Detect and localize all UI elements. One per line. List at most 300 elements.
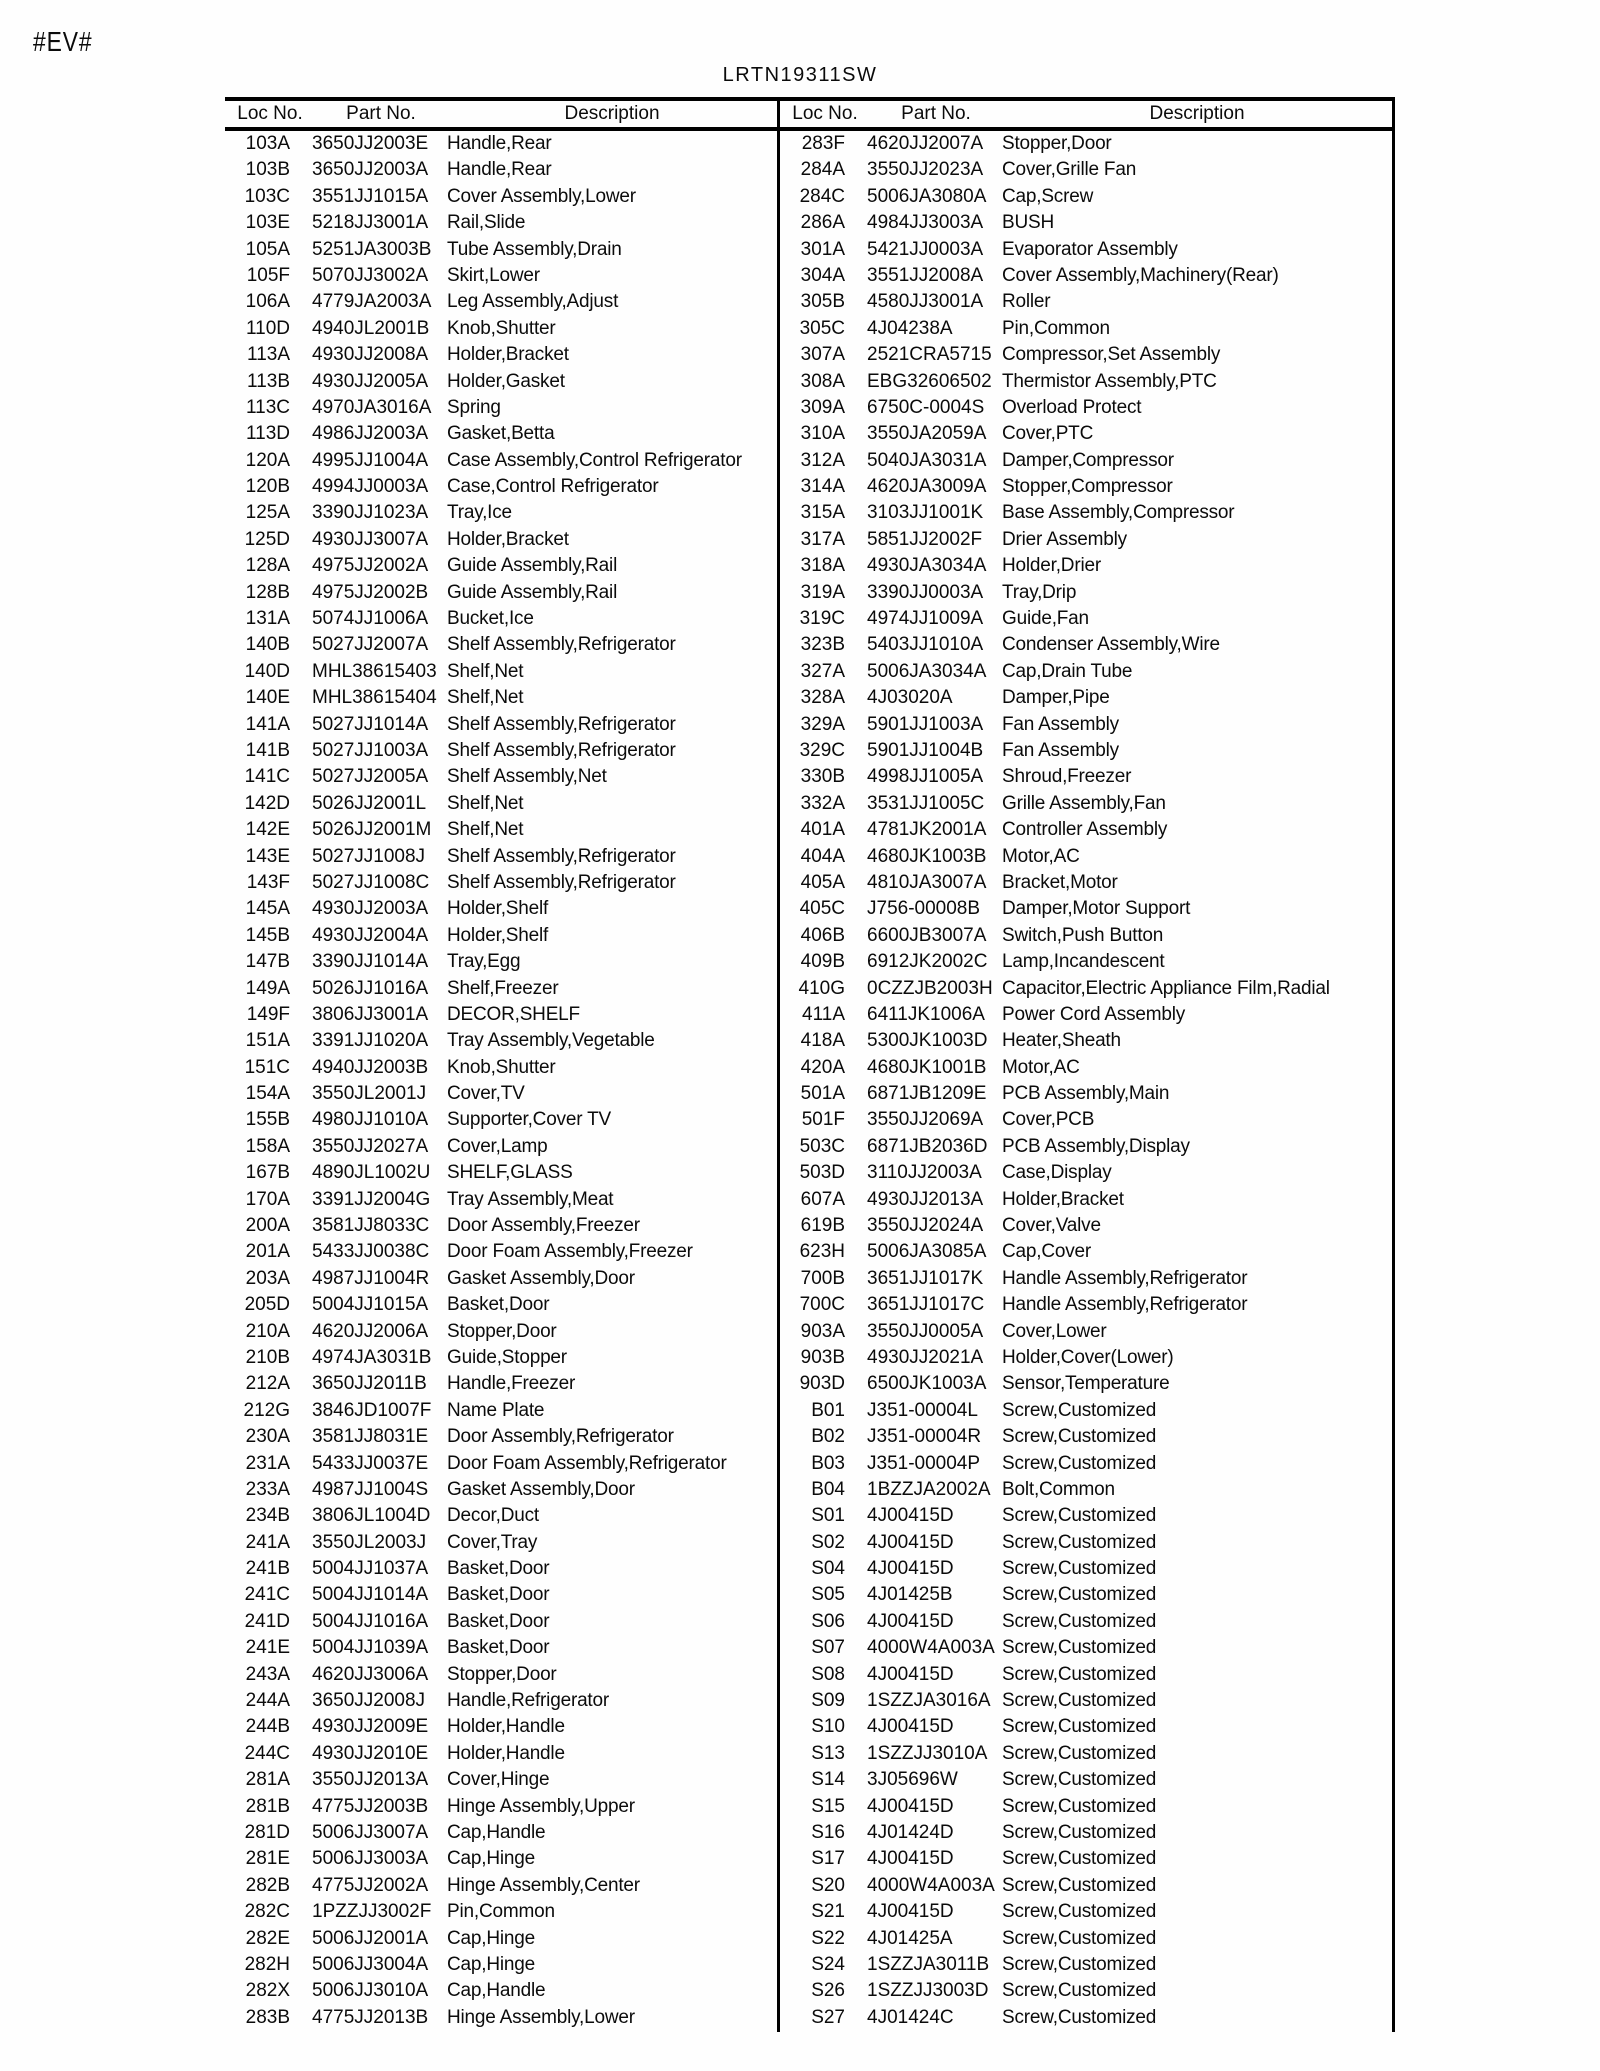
cell-loc-no: S07 [811, 1637, 845, 1659]
table-row [780, 1107, 1392, 1133]
cell-description: Guide,Fan [1002, 608, 1089, 630]
cell-description: Screw,Customized [1002, 1452, 1157, 1474]
cell-description: Shelf Assembly,Refrigerator [447, 634, 676, 656]
table-row [225, 923, 777, 949]
table-row [225, 1371, 777, 1397]
cell-loc-no: 281D [244, 1822, 290, 1843]
cell-description: PCB Assembly,Main [1002, 1083, 1170, 1105]
table-row [225, 1266, 777, 1292]
column-header-part-no: Part No. [346, 103, 416, 124]
cell-description: Cover,Grille Fan [1002, 159, 1137, 181]
cell-description: Cover,PTC [1002, 423, 1094, 445]
cell-description: Damper,Motor Support [1002, 898, 1191, 920]
cell-description: Handle,Rear [447, 159, 552, 181]
cell-part-no: 4930JJ3007A [312, 528, 429, 550]
cell-loc-no: 149F [246, 1003, 290, 1025]
cell-part-no: 5040JA3031A [867, 449, 987, 471]
cell-part-no: 4620JJ2006A [312, 1320, 429, 1342]
cell-part-no: 3110JJ2003A [867, 1162, 982, 1184]
cell-description: BUSH [1002, 212, 1054, 234]
table-header-row [225, 101, 1395, 127]
cell-loc-no: 145B [245, 924, 290, 946]
cell-loc-no: 329C [799, 739, 845, 761]
cell-description: Screw,Customized [1002, 1690, 1157, 1712]
table-row [780, 157, 1392, 183]
table-row [780, 289, 1392, 315]
table-row [780, 500, 1392, 526]
table-center-divider-line [777, 97, 780, 2032]
table-row [780, 1767, 1392, 1793]
cell-loc-no: 142D [244, 792, 290, 814]
cell-description: Stopper,Compressor [1002, 476, 1173, 498]
table-row [225, 1635, 777, 1661]
cell-part-no: 1PZZJJ3002F [312, 1901, 432, 1923]
table-body [225, 131, 1395, 2031]
cell-description: Guide Assembly,Rail [447, 555, 618, 577]
table-row [780, 1028, 1392, 1054]
cell-loc-no: 158A [245, 1135, 290, 1157]
cell-description: Leg Assembly,Adjust [447, 291, 619, 313]
table-row [225, 1582, 777, 1608]
cell-description: Sensor,Temperature [1002, 1373, 1170, 1395]
cell-description: Tray,Egg [447, 951, 521, 973]
cell-part-no: 3550JJ2069A [867, 1109, 984, 1131]
cell-loc-no: 405C [799, 898, 845, 920]
cell-description: Bucket,Ice [447, 608, 534, 630]
cell-part-no: 2521CRA5715 [867, 344, 992, 366]
cell-part-no: 4980JJ1010A [312, 1109, 429, 1131]
cell-part-no: 3531JJ1005C [867, 792, 985, 814]
cell-part-no: 3581JJ8031E [312, 1426, 429, 1448]
cell-loc-no: B04 [811, 1478, 845, 1500]
table-row [780, 606, 1392, 632]
table-row [780, 632, 1392, 658]
cell-part-no: 5004JJ1039A [312, 1637, 429, 1659]
cell-loc-no: 282B [245, 1874, 290, 1896]
cell-part-no: 3550JJ2027A [312, 1135, 429, 1157]
cell-part-no: 3390JJ1023A [312, 502, 429, 524]
cell-part-no: 5300JK1003D [867, 1030, 988, 1052]
cell-part-no: 4J00415D [867, 1795, 954, 1817]
cell-description: Shelf,Net [447, 687, 524, 709]
cell-part-no: 3550JJ2023A [867, 159, 984, 181]
table-row [225, 659, 777, 685]
table-row [225, 1160, 777, 1186]
cell-description: Rail,Slide [447, 212, 526, 234]
cell-part-no: 4J01425B [867, 1584, 953, 1606]
table-row [780, 1846, 1392, 1872]
cell-loc-no: 106A [245, 291, 290, 313]
table-row [780, 1371, 1392, 1397]
cell-part-no: 3550JA2059A [867, 423, 987, 445]
cell-part-no: 3551JJ2008A [867, 264, 984, 286]
cell-description: Door Foam Assembly,Freezer [447, 1241, 693, 1263]
table-row [780, 1451, 1392, 1477]
cell-loc-no: 903B [800, 1346, 845, 1368]
cell-part-no: 4775JJ2003B [312, 1795, 429, 1817]
cell-loc-no: 309A [800, 396, 845, 418]
table-row [225, 527, 777, 553]
cell-part-no: 4994JJ0003A [312, 476, 429, 498]
cell-description: Cover,Lamp [447, 1135, 548, 1157]
cell-loc-no: 131A [245, 608, 290, 630]
cell-loc-no: 205D [244, 1294, 290, 1316]
table-row [225, 1688, 777, 1714]
cell-part-no: 4J00415D [867, 1558, 954, 1580]
cell-description: Screw,Customized [1002, 1531, 1157, 1553]
cell-loc-no: 318A [800, 555, 845, 577]
cell-description: Door Foam Assembly,Refrigerator [447, 1452, 727, 1474]
cell-description: Motor,AC [1002, 1056, 1080, 1078]
cell-loc-no: 151C [244, 1056, 290, 1078]
column-header-description: Description [564, 103, 660, 124]
cell-part-no: 4620JJ3006A [312, 1663, 429, 1685]
cell-loc-no: 281A [245, 1769, 290, 1791]
cell-description: Cap,Drain Tube [1002, 660, 1133, 682]
cell-loc-no: 143E [245, 845, 290, 867]
cell-loc-no: 411A [802, 1003, 845, 1025]
cell-loc-no: 200A [245, 1215, 290, 1237]
cell-description: Shelf Assembly,Refrigerator [447, 871, 676, 893]
cell-part-no: 0CZZJB2003H [867, 977, 993, 999]
cell-loc-no: 283B [245, 2006, 290, 2028]
cell-part-no: 5006JA3034A [867, 660, 987, 682]
cell-description: Gasket,Betta [447, 423, 555, 445]
cell-loc-no: 210B [245, 1346, 290, 1368]
cell-part-no: 4000W4A003A [867, 1874, 995, 1896]
cell-part-no: 3390JJ0003A [867, 581, 984, 603]
table-row [225, 369, 777, 395]
cell-part-no: 5027JJ1008C [312, 871, 430, 893]
cell-part-no: J756-00008B [867, 898, 981, 920]
cell-description: Holder,Cover(Lower) [1002, 1346, 1174, 1368]
cell-description: Shelf,Freezer [447, 977, 559, 999]
cell-description: Shroud,Freezer [1002, 766, 1132, 788]
cell-description: Pin,Common [1002, 317, 1110, 339]
cell-description: Screw,Customized [1002, 1874, 1157, 1896]
cell-loc-no: 203A [245, 1267, 290, 1289]
cell-part-no: 4J00415D [867, 1531, 954, 1553]
cell-loc-no: 319C [799, 608, 845, 630]
table-row [225, 1741, 777, 1767]
cell-part-no: 1BZZJA2002A [867, 1478, 991, 1500]
cell-description: Grille Assembly,Fan [1002, 792, 1166, 814]
cell-part-no: 4984JJ3003A [867, 212, 984, 234]
cell-part-no: 6500JK1003A [867, 1373, 987, 1395]
cell-part-no: 4930JJ2004A [312, 924, 429, 946]
cell-description: Roller [1002, 291, 1051, 313]
table-row [780, 1134, 1392, 1160]
table-row [225, 131, 777, 157]
table-row [225, 1820, 777, 1846]
cell-part-no: 4000W4A003A [867, 1637, 995, 1659]
cell-loc-no: 405A [800, 871, 845, 893]
table-header-left [225, 103, 777, 125]
table-row [780, 791, 1392, 817]
cell-loc-no: 103B [245, 159, 290, 181]
cell-loc-no: 243A [245, 1663, 290, 1685]
cell-loc-no: 241B [245, 1558, 290, 1580]
cell-part-no: 5421JJ0003A [867, 238, 984, 260]
cell-description: Screw,Customized [1002, 1901, 1157, 1923]
cell-loc-no: 903A [800, 1320, 845, 1342]
cell-loc-no: S13 [811, 1742, 845, 1764]
cell-loc-no: B03 [811, 1452, 845, 1474]
cell-loc-no: 233A [245, 1478, 290, 1500]
cell-description: Screw,Customized [1002, 1927, 1157, 1949]
cell-loc-no: S16 [811, 1822, 845, 1843]
cell-loc-no: 401A [800, 819, 845, 841]
table-row [225, 500, 777, 526]
cell-description: Condenser Assembly,Wire [1002, 634, 1220, 656]
cell-loc-no: 105F [246, 264, 290, 286]
cell-description: Pin,Common [447, 1901, 555, 1923]
table-row [225, 1292, 777, 1318]
cell-loc-no: 210A [245, 1320, 290, 1342]
cell-description: Cap,Hinge [447, 1927, 535, 1949]
cell-part-no: 6871JB2036D [867, 1135, 988, 1157]
parts-table-left-body [225, 131, 777, 2031]
cell-loc-no: 314A [800, 476, 845, 498]
cell-part-no: 3650JJ2008J [312, 1690, 426, 1712]
table-row [225, 1926, 777, 1952]
cell-description: Hinge Assembly,Upper [447, 1795, 635, 1817]
cell-part-no: 5403JJ1010A [867, 634, 984, 656]
cell-loc-no: 327A [800, 660, 845, 682]
cell-description: Gasket Assembly,Door [447, 1267, 635, 1289]
table-row [780, 1926, 1392, 1952]
cell-loc-no: 700C [799, 1294, 845, 1316]
column-header-description: Description [1149, 103, 1245, 124]
cell-description: Screw,Customized [1002, 1399, 1157, 1421]
cell-loc-no: S26 [811, 1980, 845, 2002]
table-row [780, 1398, 1392, 1424]
cell-description: Holder,Bracket [1002, 1188, 1124, 1210]
cell-loc-no: 113C [245, 396, 290, 418]
cell-loc-no: 501A [800, 1083, 845, 1105]
cell-part-no: 5901JJ1004B [867, 739, 984, 761]
table-row [780, 580, 1392, 606]
table-row [780, 448, 1392, 474]
cell-description: Tray Assembly,Meat [447, 1188, 614, 1210]
cell-description: Knob,Shutter [447, 1056, 556, 1078]
cell-part-no: 5026JJ1016A [312, 977, 429, 999]
cell-loc-no: 323B [800, 634, 845, 656]
cell-loc-no: 501F [801, 1109, 845, 1131]
table-row [780, 1213, 1392, 1239]
cell-part-no: 4779JA2003A [312, 291, 432, 313]
cell-part-no: 5027JJ1003A [312, 739, 429, 761]
page-title: LRTN19311SW [722, 64, 878, 86]
cell-loc-no: 304A [800, 264, 845, 286]
cell-description: Shelf,Net [447, 660, 524, 682]
cell-description: Guide Assembly,Rail [447, 581, 618, 603]
cell-part-no: 5026JJ2001M [312, 819, 432, 841]
table-row [225, 764, 777, 790]
table-row [225, 1978, 777, 2004]
cell-part-no: 3550JJ0005A [867, 1320, 984, 1342]
cell-loc-no: 282H [244, 1953, 290, 1975]
cell-description: Supporter,Cover TV [447, 1109, 611, 1131]
table-row [225, 1556, 777, 1582]
table-row [225, 474, 777, 500]
cell-part-no: 4J00415D [867, 1901, 954, 1923]
cell-part-no: 3581JJ8033C [312, 1215, 430, 1237]
cell-description: Screw,Customized [1002, 1742, 1157, 1764]
cell-description: Shelf,Net [447, 819, 524, 841]
table-row [225, 606, 777, 632]
cell-part-no: 4J01425A [867, 1927, 953, 1949]
table-row [780, 1081, 1392, 1107]
cell-description: Decor,Duct [447, 1505, 539, 1527]
cell-loc-no: 319A [800, 581, 845, 603]
cell-part-no: 4930JJ2009E [312, 1716, 429, 1738]
cell-loc-no: S01 [811, 1505, 845, 1527]
table-row [225, 263, 777, 289]
cell-loc-no: 281E [245, 1848, 290, 1870]
cell-part-no: 6912JK2002C [867, 951, 988, 973]
cell-description: Power Cord Assembly [1002, 1003, 1186, 1025]
cell-loc-no: 231A [245, 1452, 290, 1474]
cell-part-no: 4975JJ2002A [312, 555, 429, 577]
table-row [225, 1107, 777, 1133]
table-row [780, 1530, 1392, 1556]
cell-description: Handle,Freezer [447, 1373, 576, 1395]
cell-loc-no: S06 [811, 1610, 845, 1632]
cell-loc-no: 244B [245, 1716, 290, 1738]
cell-description: Tray Assembly,Vegetable [447, 1030, 655, 1052]
table-row [780, 870, 1392, 896]
table-row [225, 1319, 777, 1345]
cell-description: Stopper,Door [1002, 133, 1112, 154]
cell-loc-no: B01 [811, 1399, 845, 1421]
table-row [780, 1952, 1392, 1978]
cell-part-no: 3390JJ1014A [312, 951, 429, 973]
cell-loc-no: 312A [800, 449, 845, 471]
cell-part-no: 4930JJ2013A [867, 1188, 984, 1210]
cell-description: Compressor,Set Assembly [1002, 344, 1221, 366]
cell-description: Cover,Valve [1002, 1215, 1101, 1237]
cell-part-no: 4781JK2001A [867, 819, 987, 841]
cell-part-no: 5006JA3080A [867, 185, 987, 207]
cell-part-no: 4J04238A [867, 317, 953, 339]
cell-loc-no: 409B [800, 951, 845, 973]
table-header-right [780, 103, 1392, 125]
cell-loc-no: 308A [800, 370, 845, 392]
cell-description: Cover,Lower [1002, 1320, 1107, 1342]
cell-description: Cap,Screw [1002, 185, 1094, 207]
cell-part-no: 5027JJ1014A [312, 713, 429, 735]
cell-part-no: 4930JA3034A [867, 555, 987, 577]
cell-loc-no: 329A [800, 713, 845, 735]
cell-loc-no: 281B [245, 1795, 290, 1817]
table-row [225, 949, 777, 975]
table-row [225, 685, 777, 711]
cell-part-no: 1SZZJA3011B [867, 1953, 990, 1975]
table-row [780, 1635, 1392, 1661]
cell-loc-no: 142E [245, 819, 290, 841]
cell-loc-no: S15 [811, 1795, 845, 1817]
cell-description: Handle Assembly,Refrigerator [1002, 1294, 1248, 1316]
cell-description: Fan Assembly [1002, 739, 1119, 761]
cell-description: Screw,Customized [1002, 1953, 1157, 1975]
cell-part-no: 3650JJ2011B [312, 1373, 427, 1395]
table-row [225, 1424, 777, 1450]
parts-table-right-body [780, 131, 1392, 2031]
cell-part-no: J351-00004L [867, 1399, 978, 1421]
cell-part-no: 1SZZJJ3010A [867, 1742, 988, 1764]
cell-loc-no: S21 [811, 1901, 845, 1923]
cell-part-no: 4998JJ1005A [867, 766, 984, 788]
table-row [780, 1002, 1392, 1028]
cell-loc-no: S17 [811, 1848, 845, 1870]
table-row [780, 712, 1392, 738]
cell-description: Shelf Assembly,Net [447, 766, 607, 788]
cell-description: Drier Assembly [1002, 528, 1127, 550]
table-row [225, 237, 777, 263]
table-row [225, 2005, 777, 2031]
cell-description: Stopper,Door [447, 1320, 557, 1342]
cell-loc-no: 310A [800, 423, 845, 445]
cell-description: Cover Assembly,Machinery(Rear) [1002, 264, 1279, 286]
cell-description: Holder,Bracket [447, 344, 569, 366]
table-row [225, 1055, 777, 1081]
cell-part-no: 1SZZJJ3003D [867, 1980, 989, 2002]
cell-part-no: 3391JJ1020A [312, 1030, 429, 1052]
table-row [225, 1028, 777, 1054]
cell-part-no: 5218JJ3001A [312, 212, 429, 234]
table-row [780, 1424, 1392, 1450]
table-row [225, 1530, 777, 1556]
cell-description: Tray,Drip [1002, 581, 1077, 603]
cell-loc-no: 607A [800, 1188, 845, 1210]
cell-part-no: 5433JJ0037E [312, 1452, 429, 1474]
cell-loc-no: 700B [800, 1267, 845, 1289]
table-row [780, 685, 1392, 711]
cell-loc-no: S09 [811, 1690, 845, 1712]
cell-part-no: 4930JJ2021A [867, 1346, 984, 1368]
cell-loc-no: 103E [245, 212, 290, 234]
cell-part-no: 5006JJ3010A [312, 1980, 429, 2002]
cell-loc-no: S04 [811, 1558, 845, 1580]
table-row [780, 184, 1392, 210]
cell-description: Hinge Assembly,Center [447, 1874, 640, 1896]
cell-description: Gasket Assembly,Door [447, 1478, 635, 1500]
cell-part-no: 5026JJ2001L [312, 792, 427, 814]
table-row [225, 1477, 777, 1503]
table-row [780, 1662, 1392, 1688]
cell-description: Motor,AC [1002, 845, 1080, 867]
cell-loc-no: 155B [245, 1109, 290, 1131]
cell-loc-no: 145A [245, 898, 290, 920]
cell-part-no: 3846JD1007F [312, 1399, 432, 1421]
corner-mark: #EV# [33, 26, 93, 58]
table-row [780, 1503, 1392, 1529]
cell-part-no: 5006JJ3007A [312, 1822, 429, 1843]
table-row [225, 210, 777, 236]
table-row [225, 1239, 777, 1265]
cell-loc-no: 503D [799, 1162, 845, 1184]
cell-part-no: 5251JA3003B [312, 238, 432, 260]
cell-loc-no: 147B [245, 951, 290, 973]
cell-description: Screw,Customized [1002, 1980, 1157, 2002]
cell-loc-no: 103A [245, 133, 290, 154]
cell-loc-no: S10 [811, 1716, 845, 1738]
cell-description: Holder,Shelf [447, 898, 549, 920]
table-row [225, 1846, 777, 1872]
cell-description: Cap,Handle [447, 1822, 546, 1843]
cell-description: Screw,Customized [1002, 1663, 1157, 1685]
